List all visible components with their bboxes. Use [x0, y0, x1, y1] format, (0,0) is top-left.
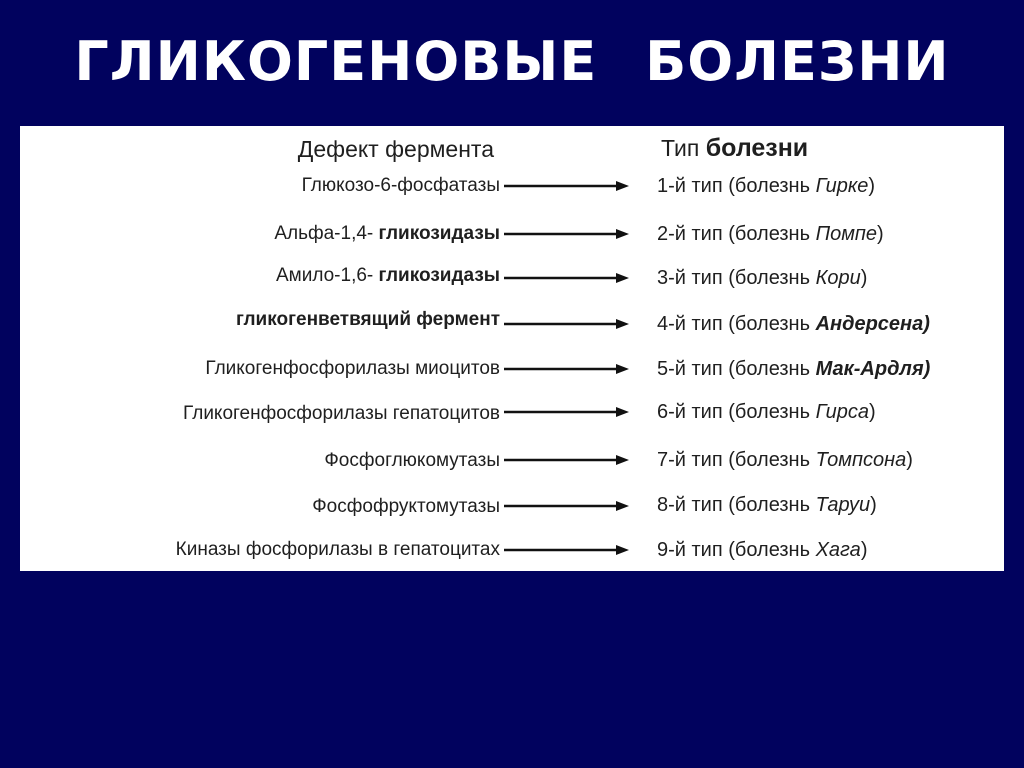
enzyme-label	[20, 357, 500, 381]
enzyme-text: Амило-1,6-	[275, 265, 379, 286]
type-suffix: )	[870, 494, 877, 516]
arrow-icon	[504, 272, 629, 284]
header-type-prefix: Тип	[661, 135, 700, 161]
enzyme-bold-text: гликозидазы	[378, 265, 500, 286]
disease-type-label	[657, 400, 876, 424]
enzyme-text: Глюкозо-6-фосфатазы	[301, 175, 500, 196]
enzyme-text: Киназы фосфорилазы в гепатоцитах	[175, 539, 500, 560]
header-type-bold: болезни	[705, 134, 809, 162]
enzyme-text: Альфа-1,4-	[274, 223, 379, 244]
disease-name: Томпсона	[815, 449, 907, 471]
arrow-icon	[504, 544, 629, 556]
type-text: 5-й тип (болезнь	[657, 358, 816, 380]
enzyme-label	[20, 264, 500, 288]
type-text: 8-й тип (болезнь	[657, 494, 816, 516]
enzyme-text: Фосфофруктомутазы	[312, 496, 500, 517]
type-text: 4-й тип (болезнь	[657, 313, 816, 335]
enzyme-label	[20, 308, 500, 332]
enzyme-text: Гликогенфосфорилазы гепатоцитов	[183, 403, 500, 424]
type-text: 9-й тип (болезнь	[657, 539, 816, 561]
arrow-icon	[504, 454, 629, 466]
enzyme-bold-text: гликозидазы	[378, 223, 500, 244]
disease-name: Помпе	[815, 223, 878, 245]
header-disease-type	[661, 134, 808, 163]
header-enzyme-defect: Дефект фермента	[297, 136, 494, 162]
type-suffix: )	[860, 539, 868, 561]
arrow-icon	[504, 318, 629, 330]
disease-name: Кори	[815, 267, 861, 289]
type-text: 1-й тип (болезнь	[657, 175, 816, 197]
arrow-icon	[504, 363, 629, 375]
enzyme-label	[20, 538, 500, 562]
disease-type-label	[657, 493, 877, 517]
type-suffix: )	[906, 449, 913, 471]
arrow-icon	[504, 500, 629, 512]
arrow-icon	[504, 228, 629, 240]
enzyme-bold-text: гликогенветвящий фермент	[236, 309, 500, 330]
disease-type-label	[657, 222, 884, 246]
disease-type-label	[657, 538, 867, 562]
enzyme-label	[20, 495, 500, 519]
disease-name: Гирке	[815, 175, 869, 197]
enzyme-disease-table	[20, 126, 1004, 571]
enzyme-label	[20, 174, 500, 198]
disease-type-label	[657, 357, 930, 381]
type-text: 2-й тип (болезнь	[657, 223, 816, 245]
arrow-icon	[504, 180, 629, 192]
type-text: 3-й тип (болезнь	[657, 267, 816, 289]
disease-type-label	[657, 312, 930, 336]
disease-type-label	[657, 448, 913, 472]
type-suffix: )	[860, 267, 868, 289]
enzyme-label	[20, 402, 500, 426]
enzyme-text: Гликогенфосфорилазы миоцитов	[205, 358, 500, 379]
disease-name: Андерсена)	[815, 313, 930, 335]
type-text: 6-й тип (болезнь	[657, 401, 816, 423]
disease-name: Мак-Ардля)	[815, 358, 931, 380]
slide-title: ГЛИКОГЕНОВЫЕ БОЛЕЗНИ	[74, 30, 950, 93]
disease-name: Гирса	[815, 401, 869, 423]
type-suffix: )	[868, 175, 876, 197]
enzyme-label	[20, 449, 500, 473]
disease-type-label	[657, 174, 875, 198]
type-suffix: )	[868, 401, 876, 423]
arrow-icon	[504, 406, 629, 418]
enzyme-label	[20, 222, 500, 246]
type-text: 7-й тип (болезнь	[657, 449, 816, 471]
enzyme-text: Фосфоглюкомутазы	[324, 450, 500, 471]
disease-name: Хага	[815, 539, 861, 561]
type-suffix: )	[877, 223, 884, 245]
disease-name: Таруи	[815, 494, 871, 516]
disease-type-label	[657, 266, 867, 290]
